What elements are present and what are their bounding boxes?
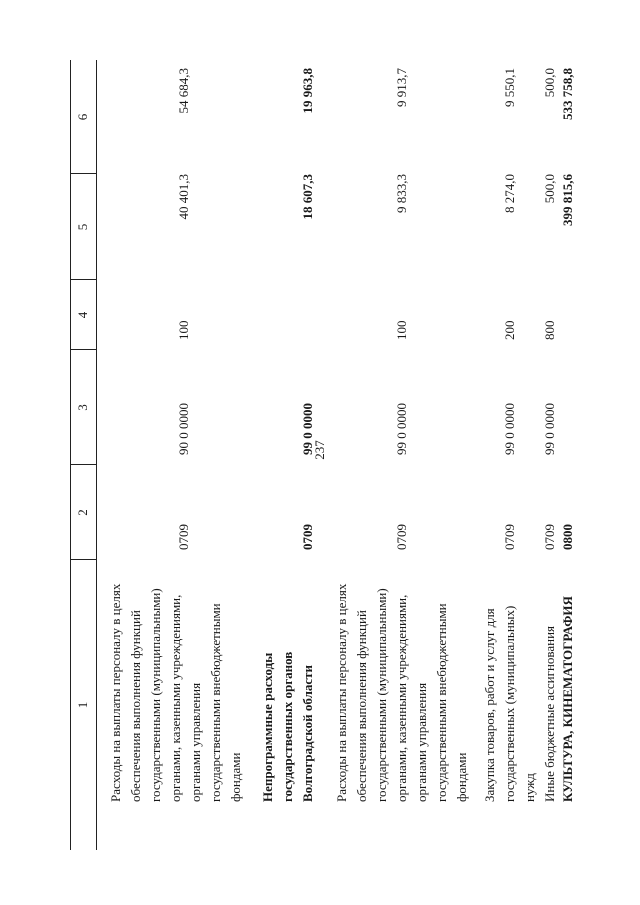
- row-amount-1: 18 607,3: [300, 174, 315, 220]
- row-name-line: государственными внебюджетными: [208, 603, 223, 802]
- row-name-line: государственных органов: [280, 651, 295, 802]
- row-name-line: нужд: [522, 773, 537, 802]
- row-name-line: государственными (муниципальными): [148, 588, 163, 802]
- row-target-code: 90 0 0000: [176, 403, 191, 455]
- row-name-line: органами, казенными учреждениями,: [168, 594, 183, 802]
- header-col-3: 3: [75, 404, 90, 411]
- row-name-line: государственными внебюджетными: [434, 603, 449, 802]
- row-section-code: 0800: [560, 524, 575, 550]
- row-amount-2: 500,0: [542, 68, 557, 98]
- row-name-line: Расходы на выплаты персоналу в целях: [108, 583, 123, 802]
- row-section-code: 0709: [542, 524, 557, 550]
- row-name-line: обеспечения выполнения функций: [128, 610, 143, 802]
- table-row-name: [258, 567, 318, 802]
- row-section-code: 0709: [300, 524, 315, 550]
- page-number: 237: [312, 440, 327, 460]
- row-amount-1: 9 833,3: [394, 174, 409, 213]
- table-row-name: [480, 567, 540, 802]
- row-amount-2: 19 963,8: [300, 68, 315, 114]
- row-name-line: КУЛЬТУРА, КИНЕМАТОГРАФИЯ: [560, 596, 575, 802]
- row-amount-2: 54 684,3: [176, 68, 191, 114]
- header-col-2: 2: [75, 509, 90, 516]
- row-expense-type: 100: [394, 320, 409, 340]
- row-section-code: 0709: [394, 524, 409, 550]
- table-row-name: [540, 567, 560, 802]
- row-target-code: 99 0 0000: [502, 403, 517, 455]
- row-expense-type: 100: [176, 320, 191, 340]
- budget-table: [70, 60, 590, 850]
- row-name-line: органами, казенными учреждениями,: [394, 594, 409, 802]
- row-name-line: органами управления: [414, 682, 429, 802]
- table-row-name: [106, 567, 246, 802]
- header-col-5: 5: [75, 223, 90, 231]
- row-amount-1: 399 815,6: [560, 174, 575, 226]
- table-row-name: [332, 567, 472, 802]
- row-name-line: Иные бюджетные ассигнования: [542, 625, 557, 802]
- row-target-code: 99 0 0000: [394, 403, 409, 455]
- row-section-code: 0709: [502, 524, 517, 550]
- table-row-name: [558, 567, 578, 802]
- row-amount-2: 533 758,8: [560, 68, 575, 120]
- header-col-4: 4: [75, 311, 90, 319]
- row-name-line: Закупка товаров, работ и услуг для: [482, 608, 497, 802]
- row-name-line: фондами: [454, 752, 469, 802]
- table-header-rule: [96, 60, 97, 850]
- header-col-1: 1: [75, 701, 90, 709]
- row-amount-2: 9 550,1: [502, 68, 517, 107]
- row-name-line: фондами: [228, 752, 243, 802]
- row-name-line: обеспечения выполнения функций: [354, 610, 369, 802]
- row-target-code: 99 0 0000: [542, 403, 557, 455]
- row-name-line: Непрограммные расходы: [260, 652, 275, 802]
- row-expense-type: 200: [502, 320, 517, 340]
- row-amount-1: 40 401,3: [176, 174, 191, 220]
- header-col-6: 6: [75, 113, 90, 121]
- row-amount-1: 8 274,0: [502, 174, 517, 213]
- row-name-line: Расходы на выплаты персоналу в целях: [334, 583, 349, 802]
- row-name-line: государственными (муниципальными): [374, 588, 389, 802]
- row-amount-1: 500,0: [542, 174, 557, 204]
- row-amount-2: 9 913,7: [394, 68, 409, 107]
- row-name-line: Волгоградской области: [300, 664, 315, 802]
- row-target-code: 99 0 0000: [300, 403, 315, 455]
- row-name-line: государственных (муниципальных): [502, 605, 517, 802]
- row-section-code: 0709: [176, 524, 191, 550]
- row-expense-type: 800: [542, 320, 557, 340]
- row-name-line: органами управления: [188, 682, 203, 802]
